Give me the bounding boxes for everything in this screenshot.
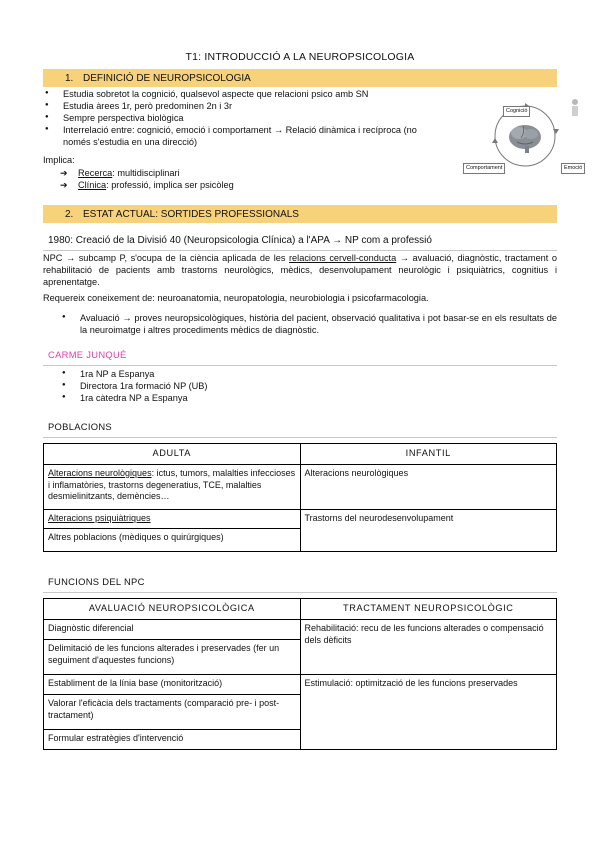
table-cell bbox=[44, 509, 301, 528]
column-header: AVALUACIÓ NEUROPSICOLÒGICA bbox=[44, 599, 301, 620]
requires-line: Requereix coneixement de: neuroanatomia, neuropatologia, neurobiologia i psicofarmacologia. bbox=[43, 293, 429, 303]
column-header: TRACTAMENT NEUROPSICOLÒGIC bbox=[300, 599, 557, 620]
diagram-label-left: Comportament bbox=[463, 163, 505, 174]
list-item: ● 1ra càtedra NP a Espanya bbox=[60, 393, 460, 405]
list-item: ● Directora 1ra formació NP (UB) bbox=[60, 381, 460, 393]
implica-term: Recerca bbox=[78, 168, 113, 178]
carme-list bbox=[60, 369, 460, 405]
funcions-table bbox=[43, 598, 557, 750]
table-cell: Formular estratègies d'intervenció bbox=[44, 729, 301, 749]
column-header: ADULTA bbox=[44, 444, 301, 465]
implica-label: Implica: bbox=[43, 155, 75, 165]
implica-term: Clínica bbox=[78, 179, 107, 190]
table-cell bbox=[44, 464, 301, 509]
table-cell: Trastorns del neurodesenvolupament bbox=[300, 509, 557, 551]
list-item: ● Estudia sobretot la cognició, qualsevol aspecte que relacioni psico amb SN bbox=[43, 89, 443, 101]
diagram-label-right: Emoció bbox=[561, 163, 585, 174]
npc-text: NPC → subcamp P, s'ocupa de la ciència aplicada de les bbox=[43, 253, 289, 263]
cell-term: Alteracions neurològiques bbox=[48, 467, 152, 478]
cell-term: Alteracions psiquiàtriques bbox=[48, 512, 151, 523]
section-2-number: 2. bbox=[65, 209, 74, 220]
table-cell: Diagnòstic diferencial bbox=[44, 619, 301, 639]
npc-link: relacions cervell-conducta bbox=[289, 253, 397, 263]
npc-paragraph bbox=[43, 253, 557, 289]
list-item: ● Interrelació entre: cognició, emoció i comportament → Relació dinàmica i recíproca (no només s'estudia en una direcció) bbox=[43, 125, 443, 149]
list-item: ● Sempre perspectiva biològica bbox=[43, 113, 443, 125]
implica-rest: : professió, implica ser psicòleg bbox=[106, 179, 234, 190]
page-title: T1: INTRODUCCIÓ A LA NEUROPSICOLOGIA bbox=[185, 51, 415, 63]
carme-heading: CARME JUNQUÉ bbox=[43, 349, 557, 366]
table-cell: Valorar l'eficàcia dels tractaments (comparació pre- i post-tractament) bbox=[44, 694, 301, 729]
poblacions-heading: POBLACIONS bbox=[43, 421, 557, 438]
section-1-bullets bbox=[43, 89, 443, 149]
brain-icon bbox=[509, 125, 541, 153]
person-icon bbox=[572, 99, 578, 116]
table-cell: Delimitació de les funcions alterades i preservades (fer un seguiment d'aquestes funcions) bbox=[44, 639, 301, 674]
column-header: INFANTIL bbox=[300, 444, 557, 465]
funcions-heading: FUNCIONS DEL NPC bbox=[43, 576, 557, 593]
poblacions-table bbox=[43, 443, 557, 552]
section-2-header bbox=[43, 205, 557, 223]
cell-text: : ictus, tumors, malalties infeccioses i inflamatòries, trastorns degeneratius, TCE, malalties desmielinitzants, demències… bbox=[48, 467, 296, 502]
section-1-heading: DEFINICIÓ DE NEUROPSICOLOGIA bbox=[83, 73, 251, 84]
list-item bbox=[60, 168, 360, 180]
table-cell: Establiment de la línia base (monitorització) bbox=[44, 674, 301, 694]
implica-rest: : multidisciplinari bbox=[112, 168, 180, 178]
eval-bullets bbox=[60, 313, 557, 337]
table-cell: Alteracions neurològiques bbox=[300, 464, 557, 509]
npc-text: → avaluació, diagnòstic, tractament o rehabilitació de pacients amb trastorns neurològics, mèdics, desenvolupament neurològic i psiquiàtrics, cognitius i aprenentatge. bbox=[43, 253, 558, 287]
table-cell: Estimulació: optimització de les funcions preservades bbox=[300, 674, 557, 749]
section-2-heading: ESTAT ACTUAL: SORTIDES PROFESSIONALS bbox=[83, 209, 299, 220]
list-item: ● 1ra NP a Espanya bbox=[60, 369, 460, 381]
history-line: 1980: Creació de la Divisió 40 (Neuropsicologia Clínica) a l'APA → NP com a professió bbox=[43, 234, 557, 251]
section-1-number: 1. bbox=[65, 73, 74, 84]
table-cell: Rehabilitació: recu de les funcions alterades o compensació dels dèficits bbox=[300, 619, 557, 674]
section-1-header bbox=[43, 69, 557, 87]
diagram-label-top: Cognició bbox=[503, 106, 530, 117]
list-item: ● Avaluació → proves neuropsicològiques, història del pacient, observació qualitativa i pot basar-se en els resultats de la neuroimatge i altres procediments mèdics de diagnòstic. bbox=[60, 313, 557, 337]
list-item: ● Estudia àrees 1r, però predominen 2n i 3r bbox=[43, 101, 443, 113]
implica-list bbox=[60, 168, 360, 192]
table-cell: Altres poblacions (mèdiques o quirúrgiques) bbox=[44, 528, 301, 551]
cognition-diagram bbox=[463, 96, 589, 180]
list-item bbox=[60, 180, 360, 192]
